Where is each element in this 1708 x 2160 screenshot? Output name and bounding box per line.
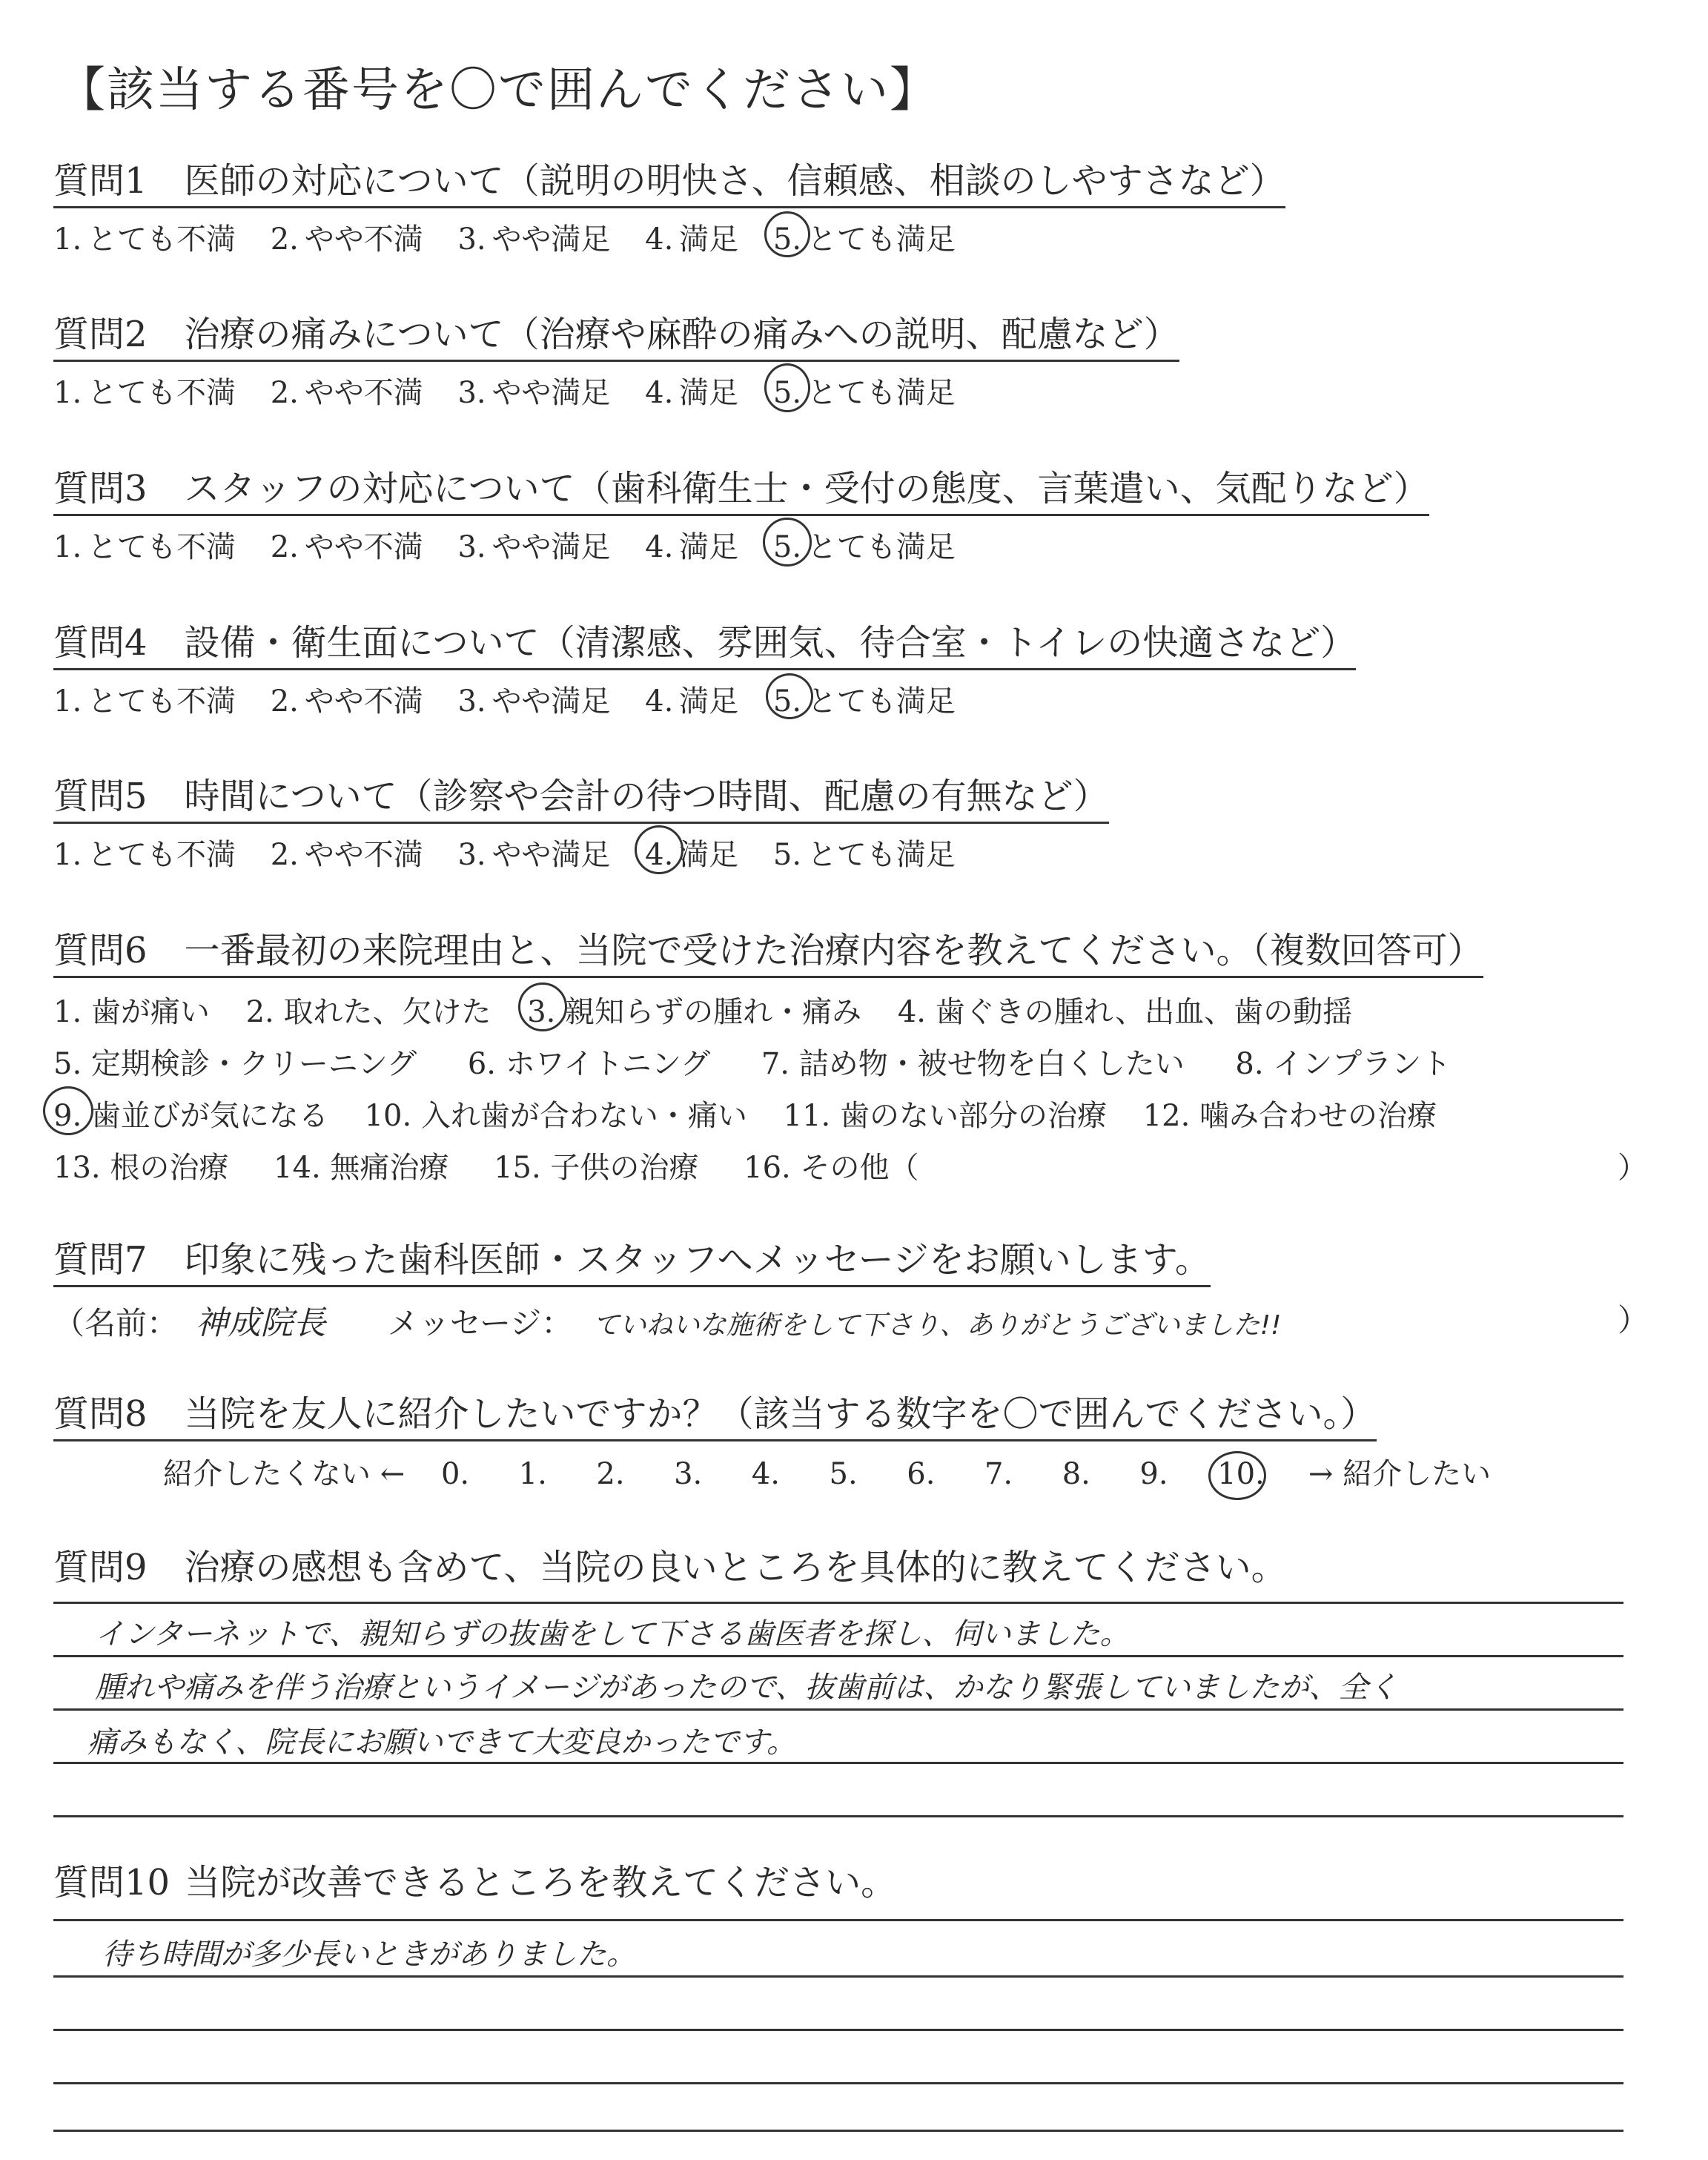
answer-line bbox=[53, 1708, 1623, 1711]
option-label: とても満足 bbox=[807, 838, 956, 872]
answer-line bbox=[53, 2130, 1623, 2132]
option-5[interactable]: 5. とても満足 bbox=[773, 678, 956, 720]
question-2 bbox=[53, 305, 1655, 412]
scale-option-9[interactable]: 9. bbox=[1139, 1457, 1168, 1491]
scale-option-3[interactable]: 3. bbox=[674, 1457, 703, 1491]
question-text: 一番最初の来院理由と、当院で受けた治療内容を教えてください。（複数回答可） bbox=[184, 930, 1483, 971]
question-title bbox=[53, 922, 1483, 978]
answer-line bbox=[53, 1655, 1623, 1657]
rating-options bbox=[53, 678, 1655, 720]
option-2[interactable]: 2. やや不満 bbox=[270, 684, 423, 719]
reason-option-label: 3. 親知らずの腫れ・痛み bbox=[527, 995, 862, 1029]
option-3[interactable]: 3. やや満足 bbox=[457, 838, 611, 872]
answer-line bbox=[53, 1762, 1623, 1764]
option-5[interactable]: 5. とても満足 bbox=[773, 524, 956, 566]
question-number: 質問6 bbox=[53, 930, 148, 971]
question-number: 質問4 bbox=[53, 622, 148, 664]
option-3[interactable]: 3. やや満足 bbox=[457, 530, 611, 564]
scale-option-4[interactable]: 4. bbox=[751, 1457, 780, 1491]
option-2[interactable]: 2. やや不満 bbox=[270, 222, 423, 257]
question-8 bbox=[53, 1385, 1655, 1493]
question-number: 質問2 bbox=[53, 314, 148, 355]
option-label: やや不満 bbox=[304, 376, 423, 410]
option-label: やや不満 bbox=[304, 684, 423, 719]
answer-text-line-2[interactable]: 腫れや痛みを伴う治療というイメージがあったので、抜歯前は、かなり緊張していましたが、全く bbox=[95, 1671, 1398, 1705]
reason-option-11[interactable]: 11. 歯のない部分の治療 bbox=[783, 1099, 1107, 1133]
question-text: 医師の対応について（説明の明快さ、信頼感、相談のしやすさなど） bbox=[184, 160, 1285, 202]
message-value[interactable]: ていねいな施術をして下さり、ありがとうございました!! bbox=[592, 1310, 1282, 1341]
selection-circle bbox=[763, 518, 812, 567]
question-10 bbox=[53, 1854, 1655, 1905]
option-3[interactable]: 3. やや満足 bbox=[457, 376, 611, 410]
option-2[interactable]: 2. やや不満 bbox=[270, 838, 423, 872]
scale-option-10[interactable] bbox=[1217, 1457, 1299, 1491]
close-paren: ） bbox=[1618, 1151, 1647, 1185]
option-5[interactable]: 5. とても満足 bbox=[772, 838, 956, 872]
question-9 bbox=[53, 1539, 1655, 1590]
answer-line bbox=[53, 1919, 1623, 1921]
reason-row-4 bbox=[53, 1144, 1655, 1196]
reason-option-1[interactable]: 1. 歯が痛い bbox=[53, 995, 210, 1029]
recommend-scale bbox=[53, 1450, 1655, 1493]
message-row bbox=[53, 1296, 1655, 1348]
question-7 bbox=[53, 1231, 1655, 1348]
scale-right-label: → 紹介したい bbox=[1308, 1457, 1492, 1491]
question-text: 時間について（診察や会計の待つ時間、配慮の有無など） bbox=[184, 776, 1109, 817]
option-label: とても不満 bbox=[87, 838, 236, 872]
reason-option-4[interactable]: 4. 歯ぐきの腫れ、出血、歯の動揺 bbox=[897, 995, 1353, 1029]
option-label: とても満足 bbox=[807, 222, 956, 257]
reason-option-label: 9. 歯並びが気になる bbox=[53, 1099, 328, 1133]
selection-circle bbox=[43, 1086, 93, 1135]
question-number: 質問1 bbox=[53, 160, 148, 202]
reason-option-3[interactable] bbox=[527, 988, 861, 1031]
question-text: 治療の痛みについて（治療や麻酔の痛みへの説明、配慮など） bbox=[184, 314, 1179, 355]
answer-line bbox=[53, 1815, 1623, 1817]
reason-option-10[interactable]: 10. 入れ歯が合わない・痛い bbox=[364, 1099, 747, 1133]
question-title bbox=[53, 767, 1109, 824]
question-number: 質問9 bbox=[53, 1547, 148, 1588]
reason-row-3 bbox=[53, 1092, 1655, 1144]
scale-option-2[interactable]: 2. bbox=[596, 1457, 625, 1491]
question-title bbox=[53, 614, 1356, 670]
scale-option-7[interactable]: 7. bbox=[984, 1457, 1013, 1491]
selection-circle bbox=[1208, 1451, 1266, 1500]
question-text: 印象に残った歯科医師・スタッフへメッセージをお願いします。 bbox=[184, 1239, 1211, 1281]
question-3 bbox=[53, 460, 1655, 566]
option-label: 満足 bbox=[679, 376, 739, 410]
option-4[interactable]: 4. 満足 bbox=[645, 222, 739, 257]
reason-option-5[interactable]: 5. 定期検診・クリーニング bbox=[53, 1047, 417, 1081]
answer-line bbox=[53, 2082, 1623, 2084]
question-title bbox=[53, 1385, 1377, 1441]
answer-text-line-3[interactable]: 痛みもなく、院長にお願いできて大変良かったです。 bbox=[87, 1725, 796, 1760]
option-label: やや満足 bbox=[491, 222, 611, 257]
answer-text-line-1[interactable]: インターネットで、親知らずの抜歯をして下さる歯医者を探し、伺いました。 bbox=[95, 1617, 1130, 1651]
reason-option-14[interactable]: 14. 無痛治療 bbox=[274, 1151, 449, 1185]
option-label: とても不満 bbox=[87, 684, 236, 719]
option-label: 満足 bbox=[679, 838, 739, 872]
option-label: とても満足 bbox=[807, 684, 956, 719]
question-5 bbox=[53, 767, 1655, 873]
option-label: やや満足 bbox=[491, 530, 611, 564]
option-3[interactable]: 3. やや満足 bbox=[457, 222, 611, 257]
option-4[interactable]: 4. 満足 bbox=[645, 530, 739, 564]
selection-circle bbox=[518, 982, 567, 1031]
option-label: とても満足 bbox=[807, 530, 956, 564]
option-1[interactable]: 1. とても不満 bbox=[53, 222, 236, 257]
answer-line bbox=[53, 1975, 1623, 1978]
question-text: 治療の感想も含めて、当院の良いところを具体的に教えてください。 bbox=[184, 1547, 1287, 1588]
option-label: やや不満 bbox=[304, 838, 423, 872]
question-title bbox=[53, 152, 1285, 208]
scale-option-1[interactable]: 1. bbox=[518, 1457, 547, 1491]
question-text: 当院を友人に紹介したいですか？（該当する数字を〇で囲んでください。） bbox=[184, 1393, 1377, 1435]
reason-row-1 bbox=[53, 988, 1655, 1040]
name-label: （名前： bbox=[53, 1305, 179, 1341]
scale-option-0[interactable]: 0. bbox=[440, 1457, 470, 1491]
rating-options bbox=[53, 369, 1655, 412]
option-label: やや満足 bbox=[491, 684, 611, 719]
question-4 bbox=[53, 614, 1655, 720]
option-4[interactable]: 4. 満足 bbox=[645, 831, 738, 873]
option-2[interactable]: 2. やや不満 bbox=[270, 376, 423, 410]
scale-option-6[interactable]: 6. bbox=[907, 1457, 936, 1491]
option-label: 満足 bbox=[679, 684, 739, 719]
selection-circle bbox=[766, 673, 813, 719]
scale-option-5[interactable]: 5. bbox=[829, 1457, 858, 1491]
question-title bbox=[53, 305, 1179, 362]
option-5[interactable]: 5. とても満足 bbox=[773, 216, 956, 258]
question-title bbox=[53, 460, 1429, 516]
question-text: スタッフの対応について（歯科衛生士・受付の態度、言葉遣い、気配りなど） bbox=[184, 468, 1429, 509]
reason-row-2 bbox=[53, 1040, 1655, 1092]
close-paren: ） bbox=[1618, 1302, 1649, 1338]
question-text: 当院が改善できるところを教えてください。 bbox=[185, 1862, 897, 1903]
reason-option-12[interactable]: 12. 噛み合わせの治療 bbox=[1142, 1099, 1437, 1133]
option-label: やや満足 bbox=[491, 838, 611, 872]
option-5[interactable]: 5. とても満足 bbox=[773, 369, 956, 412]
option-label: とても不満 bbox=[87, 376, 236, 410]
reason-option-7[interactable]: 7. 詰め物・被せ物を白くしたい bbox=[761, 1047, 1185, 1081]
improvement-text-line-1[interactable]: 待ち時間が多少長いときがありました。 bbox=[102, 1938, 636, 1972]
question-title bbox=[53, 1231, 1211, 1287]
message-label: メッセージ： bbox=[387, 1305, 573, 1341]
option-label: 満足 bbox=[679, 530, 739, 564]
scale-option-8[interactable]: 8. bbox=[1062, 1457, 1090, 1491]
reason-option-6[interactable]: 6. ホワイトニング bbox=[467, 1047, 711, 1081]
option-label: 満足 bbox=[679, 222, 739, 257]
question-number: 質問10 bbox=[53, 1862, 171, 1903]
option-2[interactable]: 2. やや不満 bbox=[270, 530, 423, 564]
reason-option-2[interactable]: 2. 取れた、欠けた bbox=[245, 995, 491, 1029]
rating-options bbox=[53, 524, 1655, 566]
reason-option-13[interactable]: 13. 根の治療 bbox=[53, 1151, 229, 1185]
question-1 bbox=[53, 152, 1655, 258]
name-value[interactable]: 神成院長 bbox=[195, 1304, 326, 1342]
option-4[interactable]: 4. 満足 bbox=[645, 684, 739, 719]
selection-circle bbox=[635, 825, 683, 874]
reason-option-16[interactable]: 16. その他（ bbox=[744, 1151, 919, 1185]
question-text: 設備・衛生面について（清潔感、雰囲気、待合室・トイレの快適さなど） bbox=[184, 622, 1357, 664]
scale-left-label: 紹介したくない ← bbox=[163, 1457, 406, 1491]
option-label: とても不満 bbox=[87, 530, 236, 564]
option-3[interactable]: 3. やや満足 bbox=[457, 684, 611, 719]
question-number: 質問5 bbox=[53, 776, 148, 817]
option-label: やや満足 bbox=[491, 376, 611, 410]
reason-option-8[interactable]: 8. インプラント bbox=[1235, 1047, 1452, 1081]
reason-option-15[interactable]: 15. 子供の治療 bbox=[494, 1151, 699, 1185]
option-1[interactable]: 1. とても不満 bbox=[53, 838, 236, 872]
option-4[interactable]: 4. 満足 bbox=[645, 376, 739, 410]
question-6 bbox=[53, 922, 1655, 1196]
rating-options bbox=[53, 831, 1655, 873]
option-label: とても満足 bbox=[807, 376, 956, 410]
question-number: 質問8 bbox=[53, 1393, 148, 1435]
answer-line bbox=[53, 2029, 1623, 2031]
selection-circle bbox=[764, 211, 810, 257]
option-1[interactable]: 1. とても不満 bbox=[53, 684, 236, 719]
answer-line bbox=[53, 1602, 1623, 1604]
question-number: 質問3 bbox=[53, 468, 148, 509]
question-title bbox=[53, 1539, 1655, 1590]
scale-option-label: 10. bbox=[1217, 1457, 1265, 1491]
option-1[interactable]: 1. とても不満 bbox=[53, 376, 236, 410]
option-label: やや不満 bbox=[304, 222, 423, 257]
rating-options bbox=[53, 216, 1655, 258]
option-label: とても不満 bbox=[87, 222, 236, 257]
selection-circle bbox=[764, 363, 810, 412]
option-label: やや不満 bbox=[304, 530, 423, 564]
question-title bbox=[53, 1854, 1655, 1905]
page-title: 【該当する番号を〇で囲んでください】 bbox=[58, 63, 939, 118]
option-1[interactable]: 1. とても不満 bbox=[53, 530, 236, 564]
question-number: 質問7 bbox=[53, 1239, 148, 1281]
reason-option-9[interactable] bbox=[53, 1092, 328, 1135]
